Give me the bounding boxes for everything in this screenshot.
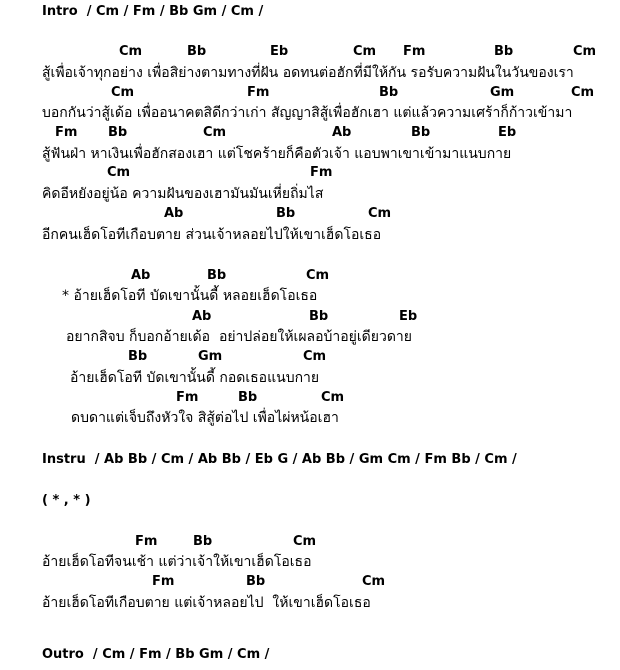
chord: Cm <box>203 125 227 140</box>
instru-line: Instru / Ab Bb / Cm / Ab Bb / Eb G / Ab Bb / Gm Cm / Fm Bb / Cm / <box>42 452 517 467</box>
chord: Gm <box>198 349 223 364</box>
chord: Fm <box>310 165 333 180</box>
lyric-line: อีกคนเฮ็ดโอทีเกือบตาย ส่วนเจ้าหลอยไปให้เขาเฮ็ดโอเธอ <box>42 227 382 243</box>
chord: Cm <box>119 44 143 59</box>
lyric-line: บอกกันว่าสู้เด้อ เพื่ออนาคตสิดีกว่าเก่า สัญญาสิสู้เพื่อฮักเฮา แต่แล้วความเศร้าก็ก้าวเข้ามา <box>42 105 573 121</box>
chord: Cm <box>368 206 392 221</box>
chord: Ab <box>332 125 352 140</box>
chord: Cm <box>573 44 597 59</box>
chord: Bb <box>246 574 266 589</box>
chord: Gm <box>490 85 515 100</box>
chord: Cm <box>293 534 317 549</box>
chord: Bb <box>187 44 207 59</box>
chord: Bb <box>276 206 296 221</box>
chord: Bb <box>108 125 128 140</box>
chord: Cm <box>571 85 595 100</box>
chord: Bb <box>379 85 399 100</box>
lyric-line: อ้ายเฮ็ดโอทีเกือบตาย แต่เจ้าหลอยไป ให้เขาเฮ็ดโอเธอ <box>42 595 371 611</box>
chord: Ab <box>164 206 184 221</box>
chord: Fm <box>152 574 175 589</box>
lyric-line: อยากสิจบ ก็บอกอ้ายเด้อ อย่าปล่อยให้เผลอบ้าอยู่เดียวดาย <box>66 329 412 345</box>
lyric-line: สู้เพื่อเจ้าทุกอย่าง เพื่อสิย่างตามทางที่ฝัน อดทนต่อฮักที่มีให้กัน รอรับความฝันในวันของเรา <box>42 65 574 81</box>
chord: Bb <box>238 390 258 405</box>
chord: Fm <box>176 390 199 405</box>
chord: Cm <box>107 165 131 180</box>
chord: Cm <box>111 85 135 100</box>
chord: Bb <box>411 125 431 140</box>
chord: Cm <box>362 574 386 589</box>
lyric-line: ดบดาแต่เจ็บถึงหัวใจ สิสู้ต่อไป เพื่อไผ่หน้อเฮา <box>71 410 339 426</box>
lyric-line: คิดอีหยังอยู่น้อ ความฝันของเฮามันมันเหี่ยถิ่มไส <box>42 186 324 202</box>
lyric-line: * อ้ายเฮ็ดโอที บัดเขานั้นดี้ หลอยเฮ็ดโอเธอ <box>62 288 318 304</box>
chord: Fm <box>247 85 270 100</box>
chord: Bb <box>207 268 227 283</box>
lyric-line: สู้ฟันฝ่า หาเงินเพื่อฮักสองเฮา แต่โชคร้ายก็คือตัวเจ้า แอบพาเขาเข้ามาแนบกาย <box>42 146 512 162</box>
chord: Cm <box>353 44 377 59</box>
chord: Fm <box>55 125 78 140</box>
chord: Bb <box>193 534 213 549</box>
chord: Bb <box>494 44 514 59</box>
chord: Ab <box>131 268 151 283</box>
outro-line: Outro / Cm / Fm / Bb Gm / Cm / <box>42 647 270 662</box>
chord: Cm <box>306 268 330 283</box>
intro-line: Intro / Cm / Fm / Bb Gm / Cm / <box>42 4 264 19</box>
chord: Eb <box>399 309 418 324</box>
chord: Bb <box>309 309 329 324</box>
chord: Fm <box>135 534 158 549</box>
repeat-marker: ( * , * ) <box>42 493 91 508</box>
chord: Ab <box>192 309 212 324</box>
chord: Bb <box>128 349 148 364</box>
chord: Fm <box>403 44 426 59</box>
lyric-line: อ้ายเฮ็ดโอทีจนเช้า แต่ว่าเจ้าให้เขาเฮ็ดโอเธอ <box>42 554 312 570</box>
lyric-line: อ้ายเฮ็ดโอที บัดเขานั้นดี้ กอดเธอแนบกาย <box>70 370 320 386</box>
chord: Cm <box>303 349 327 364</box>
chord: Eb <box>270 44 289 59</box>
chord: Eb <box>498 125 517 140</box>
chord: Cm <box>321 390 345 405</box>
